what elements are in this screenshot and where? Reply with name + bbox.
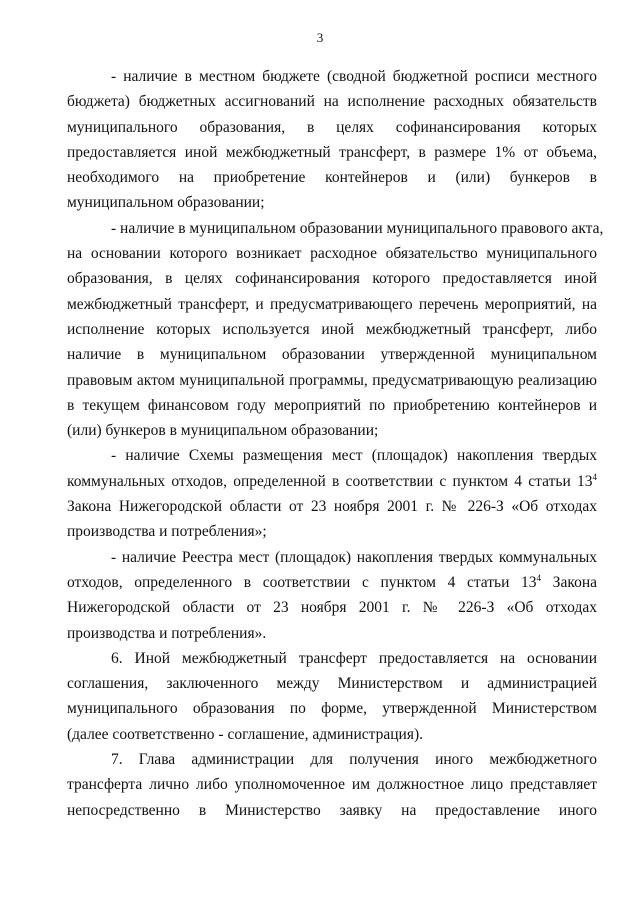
text-line-with-superscript [67,570,597,595]
text-line: 7. Глава администрации для получения иного межбюджетного [111,751,597,769]
text-line: предоставляется иной межбюджетный трансферт, в размере 1% от объема, [67,143,597,161]
paragraph-placement-scheme [67,443,597,544]
text-line: муниципального образования, в целях софинансирования которых [67,118,597,136]
text-line: межбюджетный трансферт, и предусматривающего перечень мероприятий, на [67,295,597,313]
paragraph-clause-7 [67,747,597,823]
text-fragment: Закона [541,573,597,591]
text-line: - наличие в муниципальном образовании муниципального правового акта, [111,219,604,237]
paragraph-legal-act [67,216,604,444]
text-line: бюджета) бюджетных ассигнований на исполнение расходных обязательств [67,93,597,111]
text-line: непосредственно в Министерство заявку на предоставление иного [67,801,597,819]
text-line: Нижегородской области от 23 ноября 2001 г. № 226-З «Об отходах [67,599,597,617]
text-line: (или) бункеров в муниципальном образовании; [67,422,379,440]
text-line: муниципальном образовании; [67,194,265,212]
text-line: - наличие в местном бюджете (сводной бюджетной росписи местного [111,68,597,85]
text-line: правовым актом муниципальной программы, предусматривающую реализацию [67,371,597,389]
text-line: муниципального образования по форме, утвержденной Министерством [67,700,597,718]
text-line: в текущем финансовом году мероприятий по приобретению контейнеров и [67,396,597,414]
text-line: исполнение которых используется иной межбюджетный трансферт, либо [67,320,597,338]
text-line: - наличие Схемы размещения мест (площадок) накопления твердых [111,447,597,465]
text-line: Закона Нижегородской области от 23 ноября 2001 г. № 226-З «Об отходах [67,498,597,516]
text-line: на основании которого возникает расходное обязательство муниципального [67,245,597,263]
paragraph-registry [67,545,597,646]
text-line: трансферта лично либо уполномоченное им должностное лицо представляет [67,776,597,794]
text-line: необходимого на приобретение контейнеров и (или) бункеров в [67,169,597,187]
page-number: 3 [316,30,324,45]
text-line: - наличие Реестра мест (площадок) накопления твердых коммунальных [111,548,597,566]
text-line-with-superscript [67,469,597,494]
text-line: 6. Иной межбюджетный трансферт предоставляется на основании [111,649,597,667]
document-body [67,64,604,823]
superscript: 4 [536,572,542,583]
paragraph-clause-6 [67,646,597,747]
text-line: соглашения, заключенного между Министерством и администрацией [67,675,597,693]
text-fragment: отходов, определенного в соответствии с пунктом 4 статьи 13 [67,573,537,591]
superscript: 4 [592,471,597,482]
text-line: образования, в целях софинансирования которого предоставляется иной [67,270,597,288]
paragraph-budget-allocations [67,64,597,216]
text-line: производства и потребления»; [67,523,267,541]
text-fragment: коммунальных отходов, определенной в соответствии с пунктом 4 статьи 13 [67,472,593,490]
text-line: производства и потребления». [67,624,267,642]
text-line: (далее соответственно - соглашение, администрация). [67,725,424,743]
text-line: наличие в муниципальном образовании утвержденной муниципальном [67,346,597,364]
